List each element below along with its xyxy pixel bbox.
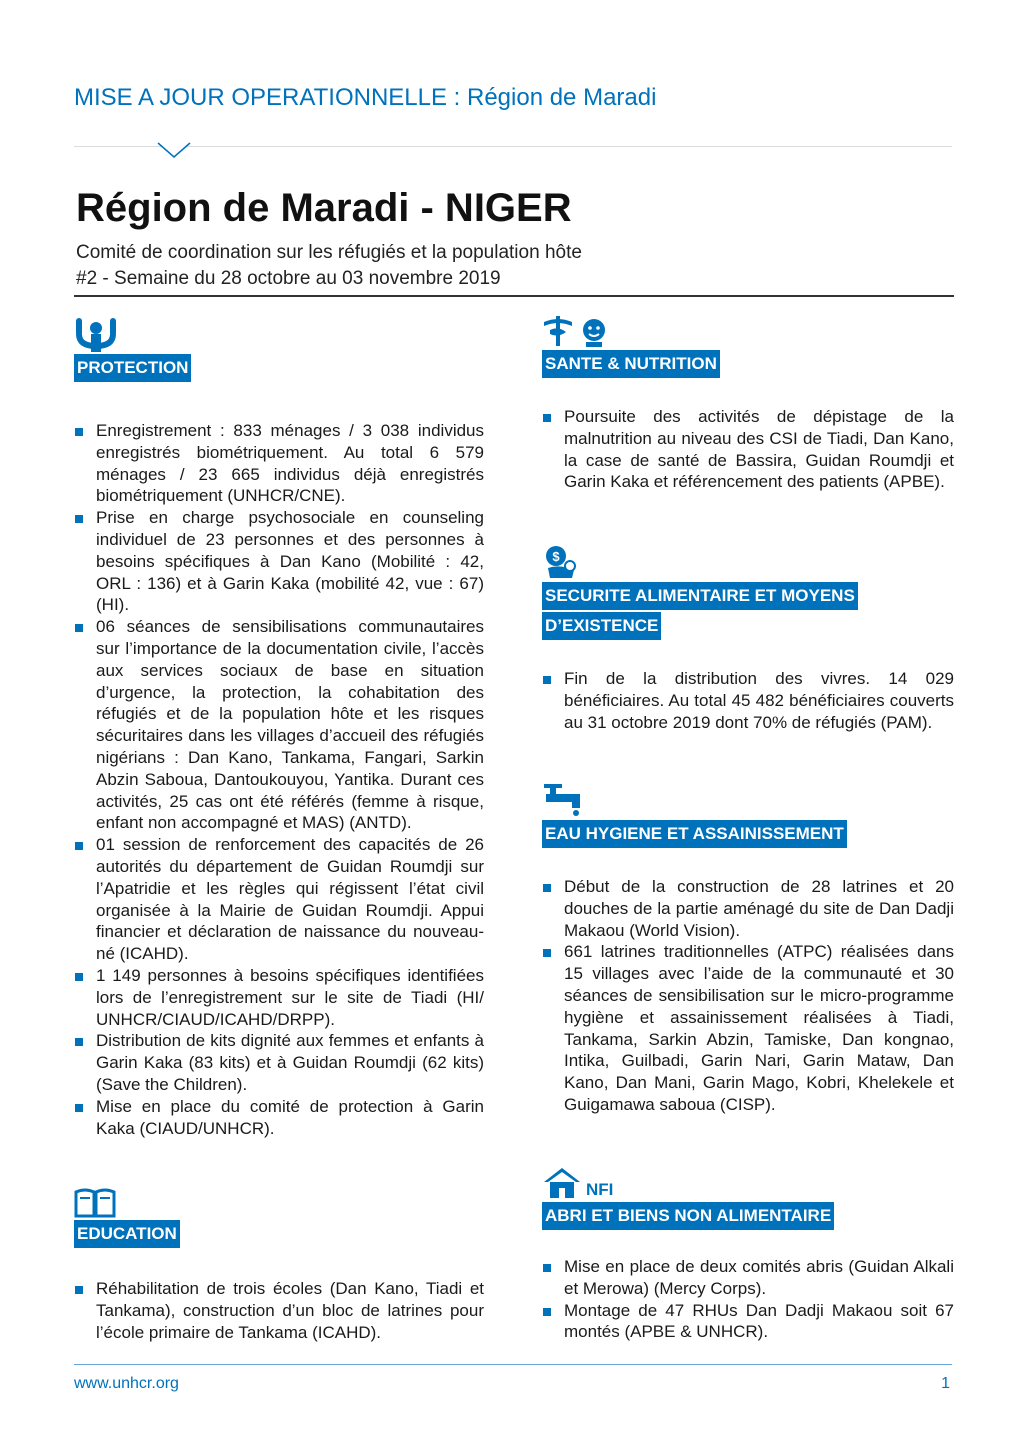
water-tap-icon	[542, 782, 586, 818]
page-header-title: MISE A JOUR OPERATIONNELLE : Région de Maradi	[74, 84, 657, 111]
document-subtitle	[76, 240, 582, 292]
list-item: Mise en place du comité de protection à Garin Kaka (CIAUD/UNHCR).	[74, 1096, 484, 1140]
protection-icon	[74, 316, 118, 352]
subtitle-line-1: Comité de coordination sur les réfugiés et la population hôte	[76, 242, 582, 263]
list-item: Mise en place de deux comités abris (Guidan Alkali et Merowa) (Mercy Corps).	[542, 1256, 954, 1300]
footer-divider	[74, 1364, 952, 1365]
list-item: Début de la construction de 28 latrines et 20 douches de la partie aménagé du site de Dan Dadji Makaou (World Vision).	[542, 876, 954, 941]
eau-list	[542, 876, 954, 1116]
section-education	[74, 1182, 484, 1343]
chevron-down-icon	[157, 140, 191, 160]
title-divider	[74, 295, 954, 297]
section-label-securite-line2: D’EXISTENCE	[542, 612, 661, 640]
section-abri	[542, 1166, 954, 1343]
section-label-eau: EAU HYGIENE ET ASSAINISSEMENT	[542, 820, 847, 848]
section-securite	[542, 544, 954, 733]
list-item: 06 séances de sensibilisations communautaires sur l’importance de la documentation civile, l’accès aux services sociaux de base en situation d’urgence, la protection, la cohabitation des réfugiés et de la population hôte et les risques sécuritaires dans les villages d’accueil des réfugiés nigérians : Dan Kano, Tankama, Fangari, Sarkin Abzin Saboua, Dantoukouyou, Yantika. Durant ces activités, 25 cas ont été référés (femme à risque, enfant non accompagné et MAS) (ANTD).	[74, 616, 484, 834]
section-eau	[542, 782, 954, 1116]
list-item: Fin de la distribution des vivres. 14 029 bénéficiaires. Au total 45 482 bénéficiaires couverts au 31 octobre 2019 dont 70% de réfugiés (PAM).	[542, 668, 954, 733]
list-item: Distribution de kits dignité aux femmes et enfants à Garin Kaka (83 kits) et à Guidan Roumdji (62 kits) (Save the Children).	[74, 1030, 484, 1095]
section-label-sante: SANTE & NUTRITION	[542, 350, 720, 378]
section-protection	[74, 316, 484, 1139]
list-item: 661 latrines traditionnelles (ATPC) réalisées dans 15 villages avec l’aide de la communauté et 30 séances de sensibilisation sur le micro-programme hygiène et assainissement réalisées à Tiadi, Tankama, Sarkin Abzin, Tamiske, Dan kongnao, Intika, Guilbadi, Garin Nari, Garin Mataw, Dan Kano, Dan Mani, Garin Mago, Kobri, Khelekele et Guigamawa saboua (CISP).	[542, 941, 954, 1115]
list-item: Réhabilitation de trois écoles (Dan Kano, Tiadi et Tankama), construction d’un bloc de latrines pour l’école primaire de Tankama (ICAHD).	[74, 1278, 484, 1343]
shelter-icon	[542, 1166, 582, 1200]
protection-list	[74, 420, 484, 1139]
list-item: 01 session de renforcement des capacités de 26 autorités du département de Guidan Roumdji sur l’Apatridie et les règles qui régissent l’état civil organisée à la Mairie de Guidan Roumdji. Appui financier et déclaration de naissance du nouveau-né (ICAHD).	[74, 834, 484, 965]
securite-list	[542, 668, 954, 733]
footer-website-link[interactable]: www.unhcr.org	[74, 1375, 179, 1392]
document-title: Région de Maradi - NIGER	[76, 186, 572, 230]
nfi-label: NFI	[586, 1180, 614, 1199]
section-label-education: EDUCATION	[74, 1220, 180, 1248]
svg-text:$: $	[552, 549, 560, 564]
health-nutrition-icon	[542, 314, 612, 348]
food-security-icon	[542, 544, 578, 580]
book-icon	[74, 1188, 116, 1218]
list-item: Prise en charge psychosociale en counseling individuel de 23 personnes et des personnes à besoins spécifiques à Dan Kano (Mobilité : 42, ORL : 136) et à Garin Kaka (mobilité 42, vue : 67) (HI).	[74, 507, 484, 616]
list-item: Montage de 47 RHUs Dan Dadji Makaou soit 67 montés (APBE & UNHCR).	[542, 1300, 954, 1344]
list-item: Poursuite des activités de dépistage de la malnutrition au niveau des CSI de Tiadi, Dan Kano, la case de santé de Bassira, Guidan Roumdji et Garin Kaka et référencement des patients (APBE).	[542, 406, 954, 493]
list-item: Enregistrement : 833 ménages / 3 038 individus enregistrés biométriquement. Au total 6 579 ménages / 23 665 individus déjà enregistrés biométriquement (UNHCR/CNE).	[74, 420, 484, 507]
subtitle-line-2: #2 - Semaine du 28 octobre au 03 novembre 2019	[76, 268, 501, 289]
sante-list	[542, 406, 954, 493]
header-divider	[74, 146, 952, 147]
abri-list	[542, 1256, 954, 1343]
section-label-protection: PROTECTION	[74, 354, 191, 382]
page-number: 1	[941, 1375, 950, 1392]
list-item: 1 149 personnes à besoins spécifiques identifiées lors de l’enregistrement sur le site de Tiadi (HI/ UNHCR/CIAUD/ICAHD/DRPP).	[74, 965, 484, 1030]
section-label-abri: ABRI ET BIENS NON ALIMENTAIRE	[542, 1202, 834, 1230]
section-sante	[542, 312, 954, 493]
education-list	[74, 1278, 484, 1343]
section-label-securite-line1: SECURITE ALIMENTAIRE ET MOYENS	[542, 582, 858, 610]
